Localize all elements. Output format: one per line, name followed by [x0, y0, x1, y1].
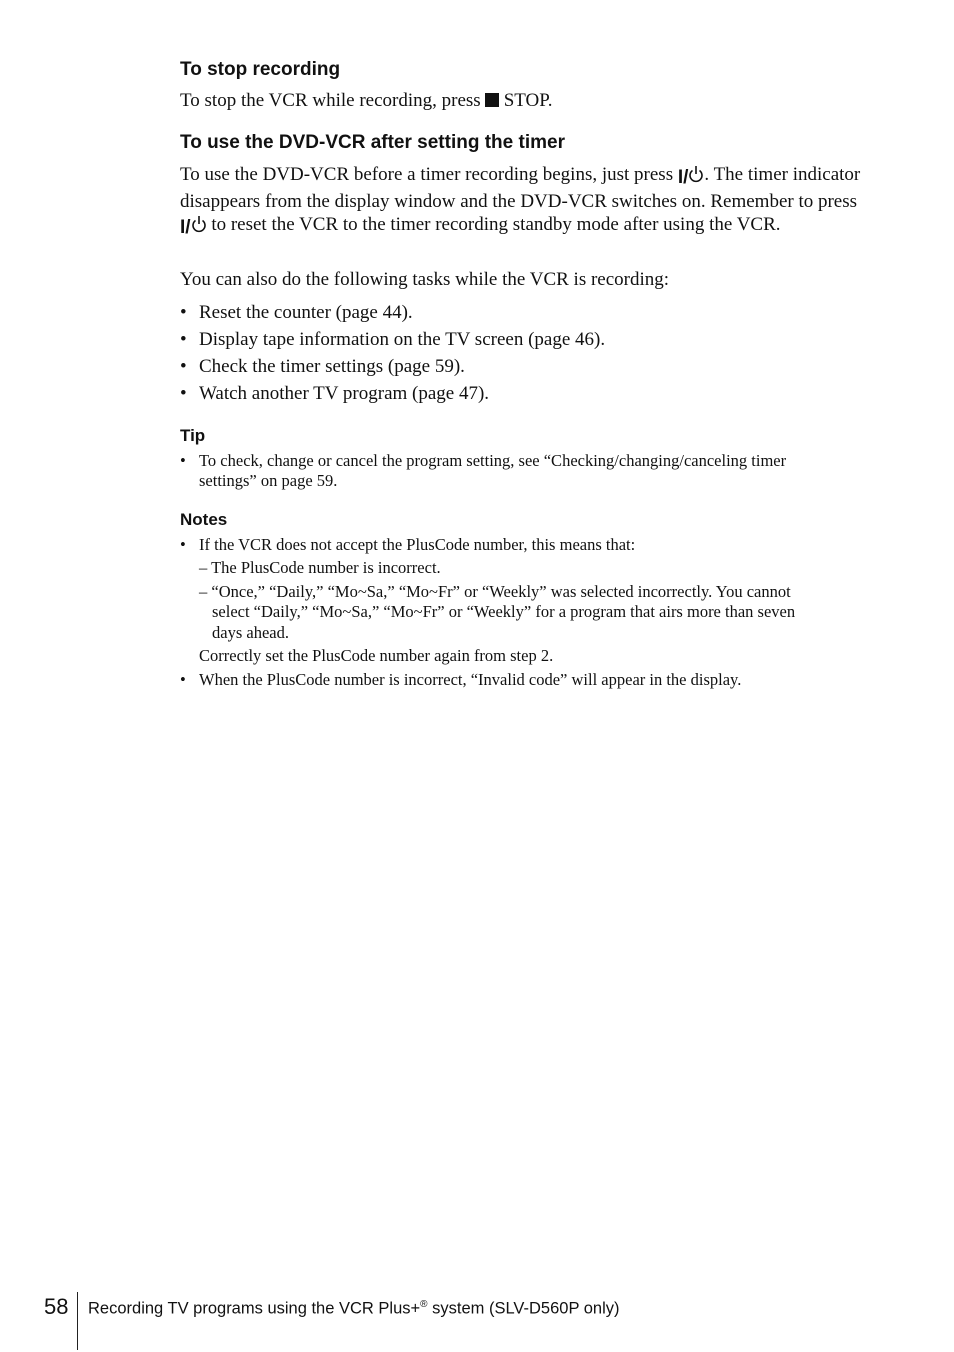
- tip-line-2: settings” on page 59.: [199, 471, 338, 490]
- footer-title: Recording TV programs using the VCR Plus+® system (SLV-D560P only): [88, 1299, 620, 1318]
- list-item: • Display tape information on the TV screen (page 46).: [180, 329, 606, 350]
- page-number: 58: [44, 1294, 69, 1319]
- note-dash-2-line-3: days ahead.: [212, 623, 289, 642]
- power-icon: I/: [678, 165, 705, 190]
- note-bullet: •: [180, 535, 186, 554]
- timer-text-d: to reset the VCR to the timer recording standby mode after using the VCR.: [211, 214, 781, 235]
- note-dash-2-line-2: select “Daily,” “Mo~Sa,” “Mo~Fr” or “Weekly” for a program that airs more than seven: [212, 602, 796, 621]
- heading-stop-recording: To stop recording: [180, 59, 341, 80]
- note-dash-2-line-1: – “Once,” “Daily,” “Mo~Sa,” “Mo~Fr” or “Weekly” was selected incorrectly. You cannot: [199, 582, 791, 601]
- list-item: • Check the timer settings (page 59).: [180, 356, 465, 377]
- stop-label: STOP.: [503, 90, 553, 111]
- timer-paragraph: [180, 163, 870, 240]
- timer-text-c: Remember to press: [710, 190, 858, 212]
- stop-text: To stop the VCR while recording, press: [180, 90, 481, 111]
- timer-text-b: . The timer indicator disappears from the display window and the DVD-VCR switches on.: [180, 164, 861, 212]
- power-icon: I/: [180, 215, 207, 240]
- timer-text-a: To use the DVD-VCR before a timer recording begins, just press: [180, 164, 674, 185]
- heading-timer: To use the DVD-VCR after setting the timer: [180, 132, 565, 153]
- stop-icon: [485, 93, 499, 107]
- note-bullet: •: [180, 670, 186, 689]
- heading-notes: Notes: [180, 510, 228, 529]
- stop-paragraph: [180, 89, 870, 113]
- tip-line-1: To check, change or cancel the program setting, see “Checking/changing/canceling timer: [199, 451, 787, 470]
- note-correct: Correctly set the PlusCode number again from step 2.: [199, 646, 554, 665]
- note-1: If the VCR does not accept the PlusCode number, this means that:: [199, 535, 636, 554]
- heading-tip: Tip: [180, 426, 206, 445]
- footer-divider: [77, 1292, 78, 1350]
- note-dash-1: – The PlusCode number is incorrect.: [199, 558, 441, 577]
- note-2: When the PlusCode number is incorrect, “Invalid code” will appear in the display.: [199, 670, 742, 689]
- list-item: • Watch another TV program (page 47).: [180, 383, 490, 404]
- tip-bullet: •: [180, 451, 186, 470]
- timer-paragraph-2: You can also do the following tasks while the VCR is recording:: [180, 269, 670, 290]
- list-item: • Reset the counter (page 44).: [180, 302, 413, 323]
